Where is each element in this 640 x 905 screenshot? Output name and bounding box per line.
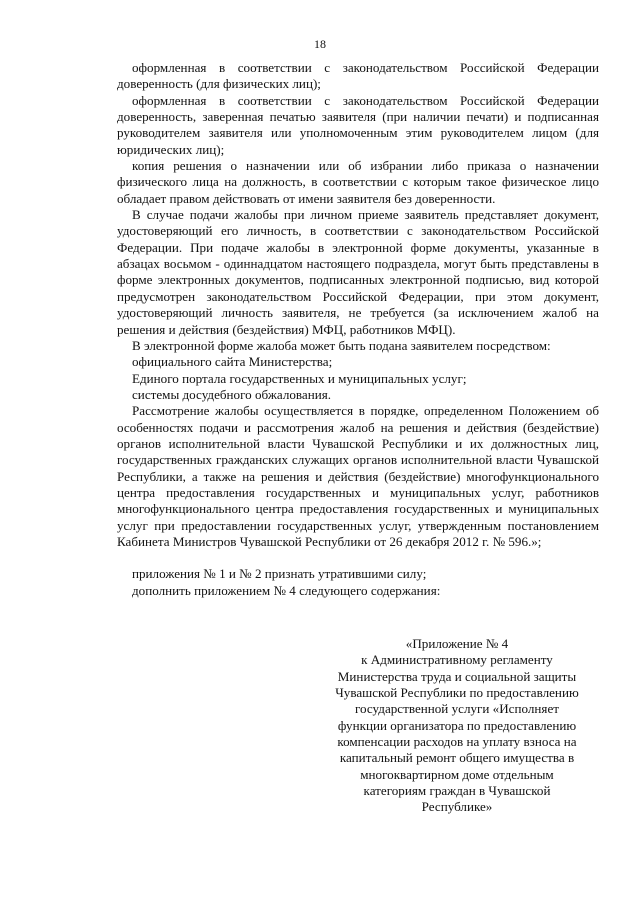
appendix-line: Республике» xyxy=(421,799,493,815)
paragraph: Рассмотрение жалобы осуществляется в порядке, определенном Положением об особенностях подачи и рассмотрения жалоб на решения и действия (бездействие) органов исполнительной власти Чувашской Республики и их должностных лиц, государственных гражданских служащих органов исполнительной власти Чувашской Республики, а также на решения и действия (бездействие) многофункционального центра предоставления государственных и муниципальных услуг, работников многофункционального центра предоставления государственных и муниципальных услуг при предоставлении государственных услуг, утвержденным постановлением Кабинета Министров Чувашской Республики от 26 декабря 2012 г. № 596.»; xyxy=(117,403,599,549)
paragraph: копия решения о назначении или об избрании либо приказа о назначении физического лица на должность, в соответствии с которым такое физическое лицо обладает правом действовать от имени заявителя без доверенности. xyxy=(117,158,599,206)
document-body xyxy=(117,60,599,599)
page-number: 18 xyxy=(314,37,326,51)
appendix-line: категориям граждан в Чувашской xyxy=(363,783,551,799)
paragraph: официального сайта Министерства; xyxy=(132,354,333,370)
appendix-line: компенсации расходов на уплату взноса на xyxy=(337,734,577,750)
appendix-line: «Приложение № 4 xyxy=(405,636,509,651)
appendix-line: государственной услуги «Исполняет xyxy=(355,701,559,717)
paragraph: приложения № 1 и № 2 признать утратившими силу; xyxy=(132,566,427,582)
paragraph: В случае подачи жалобы при личном приеме заявитель представляет документ, удостоверяющий его личность, в соответствии с законодательством Российской Федерации. При подаче жалобы в электронной форме документы, указанные в абзацах восьмом - одиннадцатом настоящего подраздела, могут быть представлены в форме электронных документов, подписанных электронной подписью, вид которой предусмотрен законодательством Российской Федерации, при этом документ, удостоверяющий личность заявителя, не требуется (за исключением жалоб на решения и действия (бездействия) МФЦ, работников МФЦ). xyxy=(117,207,599,337)
paragraph: В электронной форме жалоба может быть подана заявителем посредством: xyxy=(132,337,551,353)
paragraph: оформленная в соответствии с законодательством Российской Федерации доверенность (для физических лиц); xyxy=(117,60,599,92)
appendix-line: функции организатора по предоставлению xyxy=(337,717,577,733)
paragraph: Единого портала государственных и муниципальных услуг; xyxy=(132,370,467,386)
paragraph: системы досудебного обжалования. xyxy=(132,386,332,402)
appendix-line: Чувашской Республики по предоставлению xyxy=(335,685,579,701)
paragraph: оформленная в соответствии с законодательством Российской Федерации доверенность, заверенная печатью заявителя (при наличии печати) и подписанная руководителем заявителя или уполномоченным этим руководителем лицом (для юридических лиц); xyxy=(117,92,599,157)
appendix-heading xyxy=(322,636,592,816)
appendix-line: капитальный ремонт общего имущества в xyxy=(339,750,575,766)
appendix-line: многоквартирном доме отдельным xyxy=(360,766,554,782)
appendix-line: к Административному регламенту xyxy=(361,652,553,668)
paragraph: дополнить приложением № 4 следующего содержания: xyxy=(132,582,441,598)
appendix-line: Министерства труда и социальной защиты xyxy=(337,668,577,684)
